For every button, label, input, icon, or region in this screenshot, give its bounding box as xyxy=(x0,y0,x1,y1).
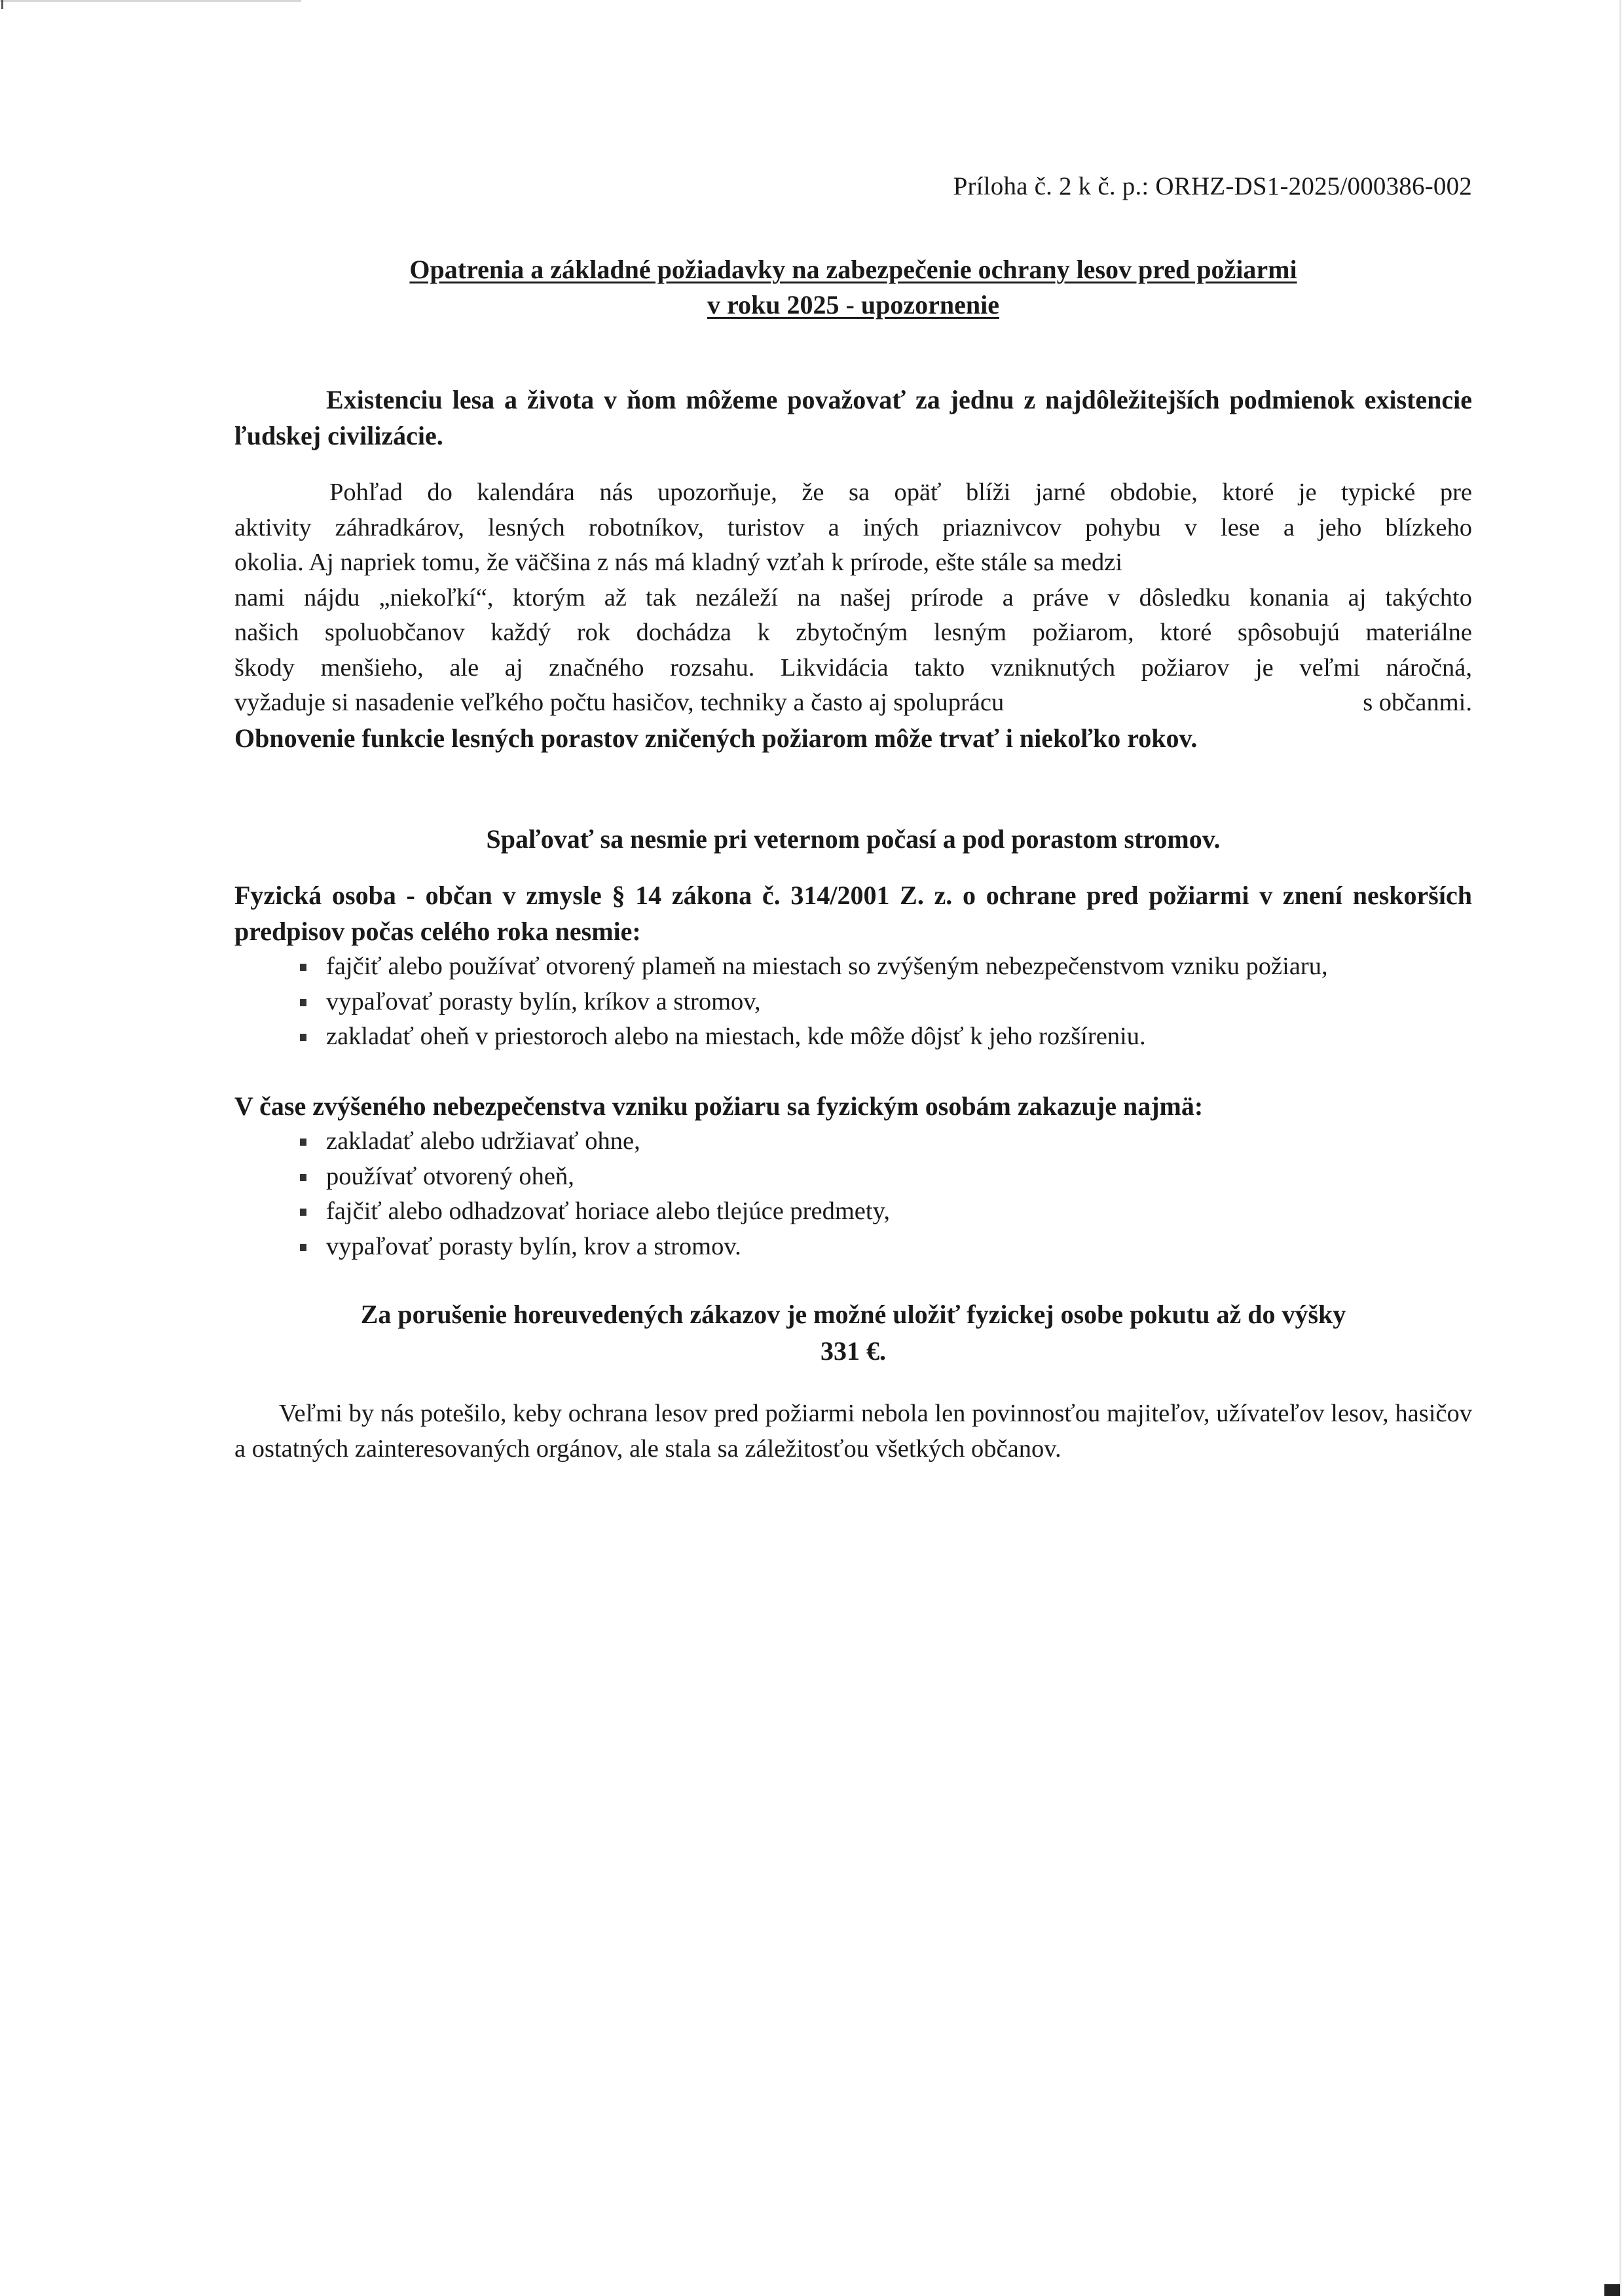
title-line-2: v roku 2025 - upozornenie xyxy=(707,290,999,319)
scan-artifact-top-edge xyxy=(0,0,301,2)
paragraph-line xyxy=(234,685,1472,721)
paragraph-line: okolia. Aj napriek tomu, že väčšina z nás má kladný vzťah k prírode, ešte stále sa medzi xyxy=(234,549,1123,576)
high-risk-heading: V čase zvýšeného nebezpečenstva vzniku požiaru sa fyzickým osobám zakazuje najmä: xyxy=(234,1091,1204,1121)
scan-artifact-left-mark xyxy=(1,0,3,9)
scan-artifact-corner-mark xyxy=(1604,2284,1620,2296)
prohibition-item: zakladať oheň v priestoroch alebo na miestach, kde môže dôjsť k jeho rozšíreniu. xyxy=(234,1019,1472,1055)
high-risk-prohibitions-list xyxy=(234,1124,1472,1264)
prohibition-item: vypaľovať porasty bylín, krov a stromov. xyxy=(234,1230,1472,1265)
intro-statement: Existenciu lesa a života v ňom môžeme považovať za jednu z najdôležitejších podmienok existencie ľudskej civilizácie. xyxy=(234,385,1472,450)
title-line-1: Opatrenia a základné požiadavky na zabezpečenie ochrany lesov pred požiarmi xyxy=(409,255,1297,284)
scan-artifact-right-edge xyxy=(1619,0,1621,2296)
prohibition-item: zakladať alebo udržiavať ohne, xyxy=(234,1124,1472,1159)
prohibition-item: vypaľovať porasty bylín, kríkov a stromov, xyxy=(234,985,1472,1020)
paragraph-line-part: s občanmi. xyxy=(1363,689,1472,716)
prohibition-item: fajčiť alebo používať otvorený plameň na miestach so zvýšeným nebezpečenstvom vzniku požiaru, xyxy=(234,949,1472,985)
paragraph-line: aktivity záhradkárov, lesných robotníkov, turistov a iných priaznivcov pohybu v lese a jeho blízkeho xyxy=(234,513,1472,541)
fine-notice-line-1: Za porušenie horeuvedených zákazov je možné uložiť fyzickej osobe pokutu až do výšky xyxy=(360,1300,1346,1329)
fine-amount: 331 €. xyxy=(821,1336,886,1366)
prohibition-item: fajčiť alebo odhadzovať horiace alebo tlejúce predmety, xyxy=(234,1194,1472,1230)
paragraph-line: Pohľad do kalendára nás upozorňuje, že sa opäť blíži jarné obdobie, ktoré je typické pre xyxy=(329,479,1472,506)
paragraph-line-part: vyžaduje si nasadenie veľkého počtu hasičov, techniky a často aj spoluprácu xyxy=(234,689,1005,716)
document-title xyxy=(234,252,1472,323)
year-round-prohibitions-list xyxy=(234,949,1472,1055)
paragraph-line: našich spoluobčanov každý rok dochádza k zbytočným lesným požiarom, ktoré spôsobujú materiálne xyxy=(234,619,1472,646)
paragraph-fire-season xyxy=(234,475,1472,756)
law-statement: Fyzická osoba - občan v zmysle § 14 zákona č. 314/2001 Z. z. o ochrane pred požiarmi v znení neskorších predpisov počas celého roka nesmie: xyxy=(234,881,1472,946)
fine-notice xyxy=(234,1296,1472,1370)
prohibition-item: používať otvorený oheň, xyxy=(234,1159,1472,1195)
closing-paragraph: Veľmi by nás potešilo, keby ochrana lesov pred požiarmi nebola len povinnosťou majiteľov, užívateľov lesov, hasičov a ostatných zainteresovaných orgánov, ale stala sa záležitosťou všetkých občanov. xyxy=(234,1400,1472,1463)
paragraph-line: nami nájdu „niekoľkí“, ktorým až tak nezáleží na našej prírode a práve v dôsledku konania aj takýchto xyxy=(234,583,1472,611)
paragraph-line: škody menšieho, ale aj značného rozsahu. Likvidácia takto vzniknutých požiarov je veľmi náročná, xyxy=(234,653,1472,682)
burning-notice: Spaľovať sa nesmie pri veternom počasí a pod porastom stromov. xyxy=(486,824,1221,854)
restoration-warning: Obnovenie funkcie lesných porastov zničených požiarom môže trvať i niekoľko rokov. xyxy=(234,723,1198,753)
annex-reference: Príloha č. 2 k č. p.: ORHZ-DS1-2025/000386-002 xyxy=(953,172,1472,200)
